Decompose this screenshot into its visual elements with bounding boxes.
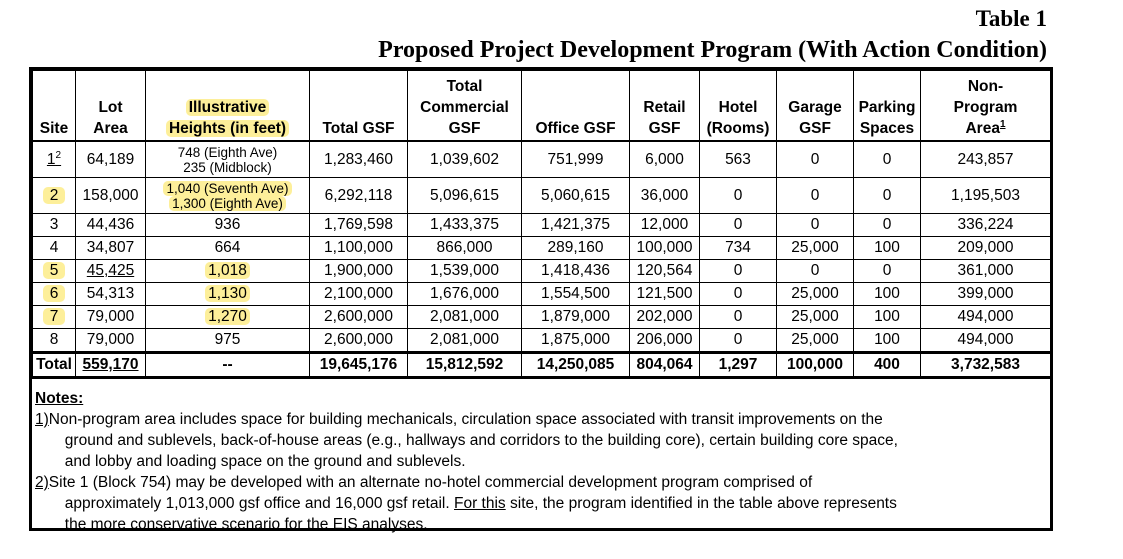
cell-total-gsf: 1,283,460: [310, 141, 408, 178]
col-illustrative-heights: Illustrative Heights (in feet): [146, 71, 310, 142]
table-header: [33, 71, 1051, 142]
cell-retail-gsf: 12,000: [630, 214, 700, 237]
cell-office-gsf: 289,160: [522, 237, 630, 260]
cell-site: $1^2$: [33, 141, 76, 178]
cell-lot-area: 79,000: [76, 329, 146, 353]
cell-heights: --: [146, 353, 310, 378]
col-non-program-area: Non- Program Area$^1$: [921, 71, 1051, 142]
cell-lot-area: 44,436: [76, 214, 146, 237]
cell-parking: 0: [854, 260, 921, 283]
cell-parking: 100: [854, 283, 921, 306]
cell-retail-gsf: 206,000: [630, 329, 700, 353]
cell-hotel-rooms: 0: [700, 260, 777, 283]
col-retail-gsf: Retail GSF: [630, 71, 700, 142]
cell-retail-gsf: 120,564: [630, 260, 700, 283]
notes-heading: Notes:: [35, 390, 84, 407]
table-row: [33, 283, 1051, 306]
cell-heights: 1,270: [146, 306, 310, 329]
cell-parking: 100: [854, 306, 921, 329]
cell-non-program: 209,000: [921, 237, 1051, 260]
col-total-gsf: Total GSF: [310, 71, 408, 142]
cell-office-gsf: 1,418,436: [522, 260, 630, 283]
cell-commercial-gsf: 1,539,000: [408, 260, 522, 283]
table-row: [33, 214, 1051, 237]
cell-total-gsf: 2,600,000: [310, 306, 408, 329]
cell-office-gsf: 1,875,000: [522, 329, 630, 353]
cell-parking: 100: [854, 237, 921, 260]
cell-hotel-rooms: 0: [700, 329, 777, 353]
cell-heights: 1,040 (Seventh Ave) 1,300 (Eighth Ave): [146, 178, 310, 214]
cell-office-gsf: 1,554,500: [522, 283, 630, 306]
cell-commercial-gsf: 5,096,615: [408, 178, 522, 214]
cell-commercial-gsf: 866,000: [408, 237, 522, 260]
cell-heights: 748 (Eighth Ave) 235 (Midblock): [146, 141, 310, 178]
cell-retail-gsf: 121,500: [630, 283, 700, 306]
col-lot-area: Lot Area: [76, 71, 146, 142]
col-parking-spaces: Parking Spaces: [854, 71, 921, 142]
cell-commercial-gsf: 1,039,602: [408, 141, 522, 178]
cell-retail-gsf: 36,000: [630, 178, 700, 214]
cell-total-gsf: 1,769,598: [310, 214, 408, 237]
cell-hotel-rooms: 563: [700, 141, 777, 178]
cell-hotel-rooms: 0: [700, 178, 777, 214]
table-row: [33, 178, 1051, 214]
cell-total-gsf: 6,292,118: [310, 178, 408, 214]
cell-office-gsf: 14,250,085: [522, 353, 630, 378]
cell-total-gsf: 19,645,176: [310, 353, 408, 378]
total-row: [33, 353, 1051, 378]
cell-retail-gsf: 804,064: [630, 353, 700, 378]
table-frame: [29, 67, 1053, 531]
table-row: [33, 260, 1051, 283]
cell-non-program: 243,857: [921, 141, 1051, 178]
cell-site: 5: [33, 260, 76, 283]
cell-non-program: 494,000: [921, 306, 1051, 329]
cell-parking: 0: [854, 214, 921, 237]
cell-hotel-rooms: 0: [700, 283, 777, 306]
cell-garage-gsf: 25,000: [777, 237, 854, 260]
cell-garage-gsf: 0: [777, 260, 854, 283]
col-hotel-rooms: Hotel (Rooms): [700, 71, 777, 142]
notes-section: [35, 388, 1045, 535]
cell-lot-area: 559,170: [76, 353, 146, 378]
cell-parking: 400: [854, 353, 921, 378]
cell-heights: 1,130: [146, 283, 310, 306]
cell-non-program: 361,000: [921, 260, 1051, 283]
cell-garage-gsf: 25,000: [777, 283, 854, 306]
cell-lot-area: 158,000: [76, 178, 146, 214]
cell-retail-gsf: 100,000: [630, 237, 700, 260]
cell-site: 2: [33, 178, 76, 214]
cell-garage-gsf: 25,000: [777, 306, 854, 329]
cell-site: 4: [33, 237, 76, 260]
cell-hotel-rooms: 0: [700, 214, 777, 237]
cell-heights: 936: [146, 214, 310, 237]
cell-site: 7: [33, 306, 76, 329]
col-site: Site: [33, 71, 76, 142]
cell-heights: 1,018: [146, 260, 310, 283]
cell-garage-gsf: 0: [777, 214, 854, 237]
note-number: 1): [35, 411, 49, 428]
cell-garage-gsf: 100,000: [777, 353, 854, 378]
note-1: 1) Non-program area includes space for building mechanicals, circulation space associated with transit improvements on the ground and sublevels, back-of-house areas (e.g., hallways and corridors to the building core), certain building core space, and lobby and loading space on the ground and sublevels.: [35, 411, 898, 470]
cell-site: 8: [33, 329, 76, 353]
cell-non-program: 3,732,583: [921, 353, 1051, 378]
cell-total-gsf: 2,100,000: [310, 283, 408, 306]
table-row: [33, 141, 1051, 178]
cell-parking: 100: [854, 329, 921, 353]
cell-retail-gsf: 6,000: [630, 141, 700, 178]
cell-garage-gsf: 0: [777, 178, 854, 214]
cell-non-program: 1,195,503: [921, 178, 1051, 214]
table-row: [33, 329, 1051, 353]
cell-retail-gsf: 202,000: [630, 306, 700, 329]
cell-total-gsf: 2,600,000: [310, 329, 408, 353]
cell-commercial-gsf: 2,081,000: [408, 329, 522, 353]
cell-non-program: 399,000: [921, 283, 1051, 306]
cell-hotel-rooms: 0: [700, 306, 777, 329]
table-title: Proposed Project Development Program (With Action Condition): [378, 37, 1047, 63]
cell-commercial-gsf: 15,812,592: [408, 353, 522, 378]
col-total-commercial-gsf: Total Commercial GSF: [408, 71, 522, 142]
cell-lot-area: 64,189: [76, 141, 146, 178]
cell-heights: 975: [146, 329, 310, 353]
cell-office-gsf: 1,879,000: [522, 306, 630, 329]
cell-garage-gsf: 25,000: [777, 329, 854, 353]
cell-site: 3: [33, 214, 76, 237]
cell-site: 6: [33, 283, 76, 306]
cell-office-gsf: 751,999: [522, 141, 630, 178]
cell-commercial-gsf: 2,081,000: [408, 306, 522, 329]
cell-total-gsf: 1,100,000: [310, 237, 408, 260]
development-program-table: [32, 70, 1051, 379]
cell-lot-area: 79,000: [76, 306, 146, 329]
cell-parking: 0: [854, 141, 921, 178]
cell-hotel-rooms: 734: [700, 237, 777, 260]
cell-site: Total: [33, 353, 76, 378]
cell-office-gsf: 1,421,375: [522, 214, 630, 237]
note-number: 2): [35, 474, 49, 491]
cell-commercial-gsf: 1,433,375: [408, 214, 522, 237]
cell-lot-area: 54,313: [76, 283, 146, 306]
cell-heights: 664: [146, 237, 310, 260]
cell-parking: 0: [854, 178, 921, 214]
cell-commercial-gsf: 1,676,000: [408, 283, 522, 306]
cell-lot-area: 34,807: [76, 237, 146, 260]
cell-total-gsf: 1,900,000: [310, 260, 408, 283]
table-body: [33, 141, 1051, 378]
table-number: Table 1: [975, 6, 1047, 31]
table-row: [33, 306, 1051, 329]
col-garage-gsf: Garage GSF: [777, 71, 854, 142]
cell-garage-gsf: 0: [777, 141, 854, 178]
table-row: [33, 237, 1051, 260]
cell-office-gsf: 5,060,615: [522, 178, 630, 214]
cell-non-program: 336,224: [921, 214, 1051, 237]
cell-lot-area: 45,425: [76, 260, 146, 283]
cell-hotel-rooms: 1,297: [700, 353, 777, 378]
col-office-gsf: Office GSF: [522, 71, 630, 142]
cell-non-program: 494,000: [921, 329, 1051, 353]
note-2: 2) Site 1 (Block 754) may be developed with an alternate no-hotel commercial development program comprised of approximately 1,013,000 gsf office and 16,000 gsf retail. For this site, the program identified in the table above represents the more conservative scenario for the EIS analyses.: [35, 474, 897, 533]
